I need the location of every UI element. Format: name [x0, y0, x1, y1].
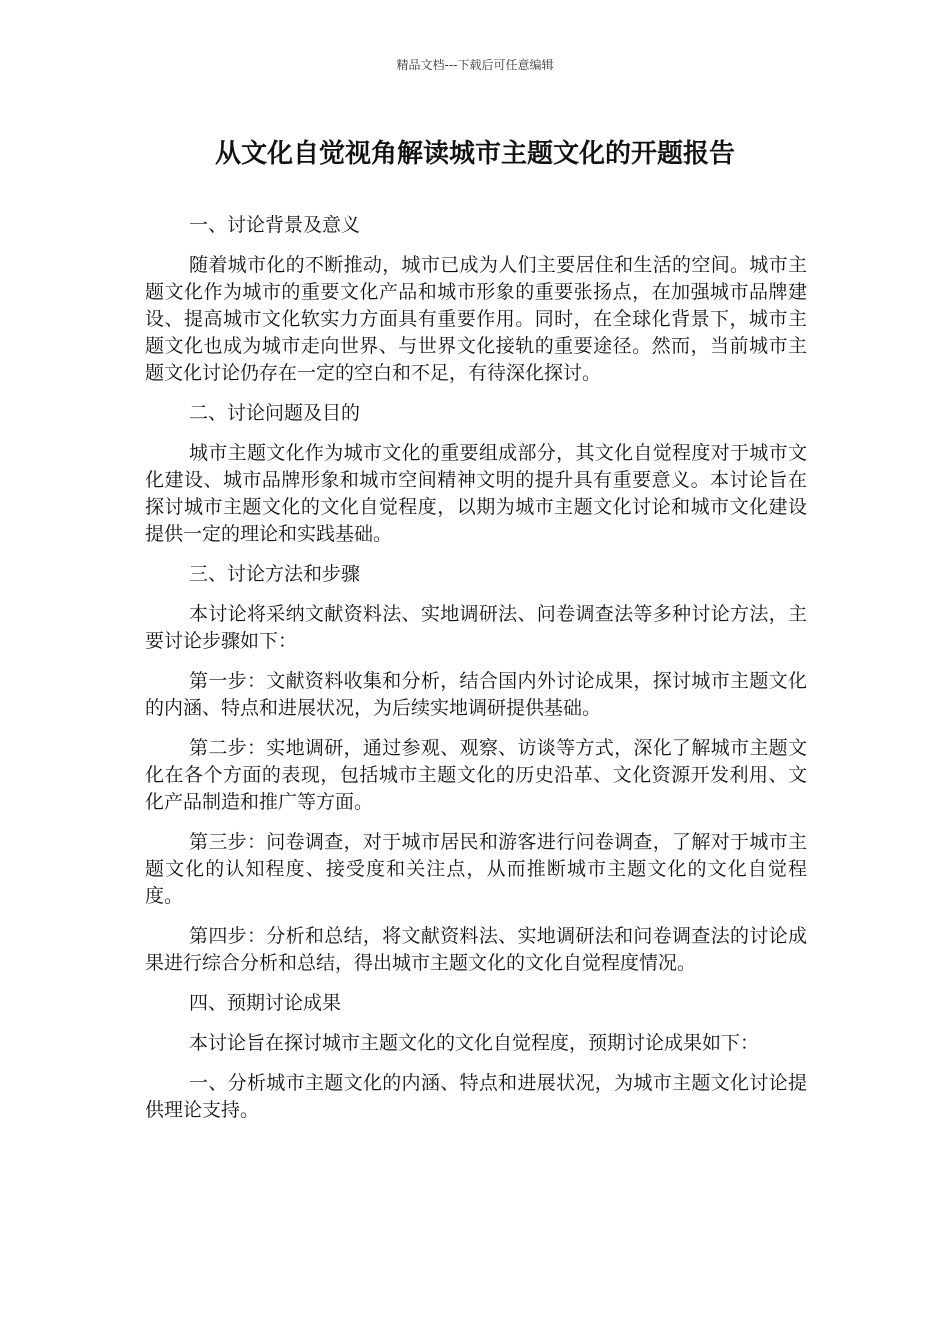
paragraph-step-four: 第四步：分析和总结，将文献资料法、实地调研法和问卷调查法的讨论成果进行综合分析和总结，得出城市主题文化的文化自觉程度情况。: [145, 925, 807, 974]
paragraph-background: 随着城市化的不断推动，城市已成为人们主要居住和生活的空间。城市主题文化作为城市的重要文化产品和城市形象的重要张扬点，在加强城市品牌建设、提高城市文化软实力方面具有重要作用。同时，在全球化背景下，城市主题文化也成为城市走向世界、与世界文化接轨的重要途径。然而，当前城市主题文化讨论仍存在一定的空白和不足，有待深化探讨。: [145, 254, 807, 384]
paragraph-methods-intro: 本讨论将采纳文献资料法、实地调研法、问卷调查法等多种讨论方法，主要讨论步骤如下：: [145, 603, 807, 652]
paragraph-step-one: 第一步：文献资料收集和分析，结合国内外讨论成果，探讨城市主题文化的内涵、特点和进展状况，为后续实地调研提供基础。: [145, 670, 807, 719]
paragraph-step-three: 第三步：问卷调查，对于城市居民和游客进行问卷调查，了解对于城市主题文化的认知程度、接受度和关注点，从而推断城市主题文化的文化自觉程度。: [145, 831, 807, 907]
document-title: 从文化自觉视角解读城市主题文化的开题报告: [214, 139, 735, 169]
paragraph-expected-intro: 本讨论旨在探讨城市主题文化的文化自觉程度，预期讨论成果如下：: [189, 1032, 760, 1054]
section-heading-methods: 三、讨论方法和步骤: [189, 563, 361, 585]
page-header: 精品文档---下载后可任意编辑: [396, 58, 554, 72]
section-heading-background: 一、讨论背景及意义: [189, 214, 361, 236]
section-heading-expected-results: 四、预期讨论成果: [189, 992, 342, 1014]
paragraph-questions: 城市主题文化作为城市文化的重要组成部分，其文化自觉程度对于城市文化建设、城市品牌形象和城市空间精神文明的提升具有重要意义。本讨论旨在探讨城市主题文化的文化自觉程度，以期为城市主题文化讨论和城市文化建设提供一定的理论和实践基础。: [145, 442, 807, 545]
section-heading-questions: 二、讨论问题及目的: [189, 402, 361, 424]
paragraph-expected-one: 一、分析城市主题文化的内涵、特点和进展状况，为城市主题文化讨论提供理论支持。: [145, 1072, 807, 1121]
paragraph-step-two: 第二步：实地调研，通过参观、观察、访谈等方式，深化了解城市主题文化在各个方面的表现，包括城市主题文化的历史沿革、文化资源开发利用、文化产品制造和推广等方面。: [145, 737, 807, 813]
document-body: [145, 212, 807, 1137]
